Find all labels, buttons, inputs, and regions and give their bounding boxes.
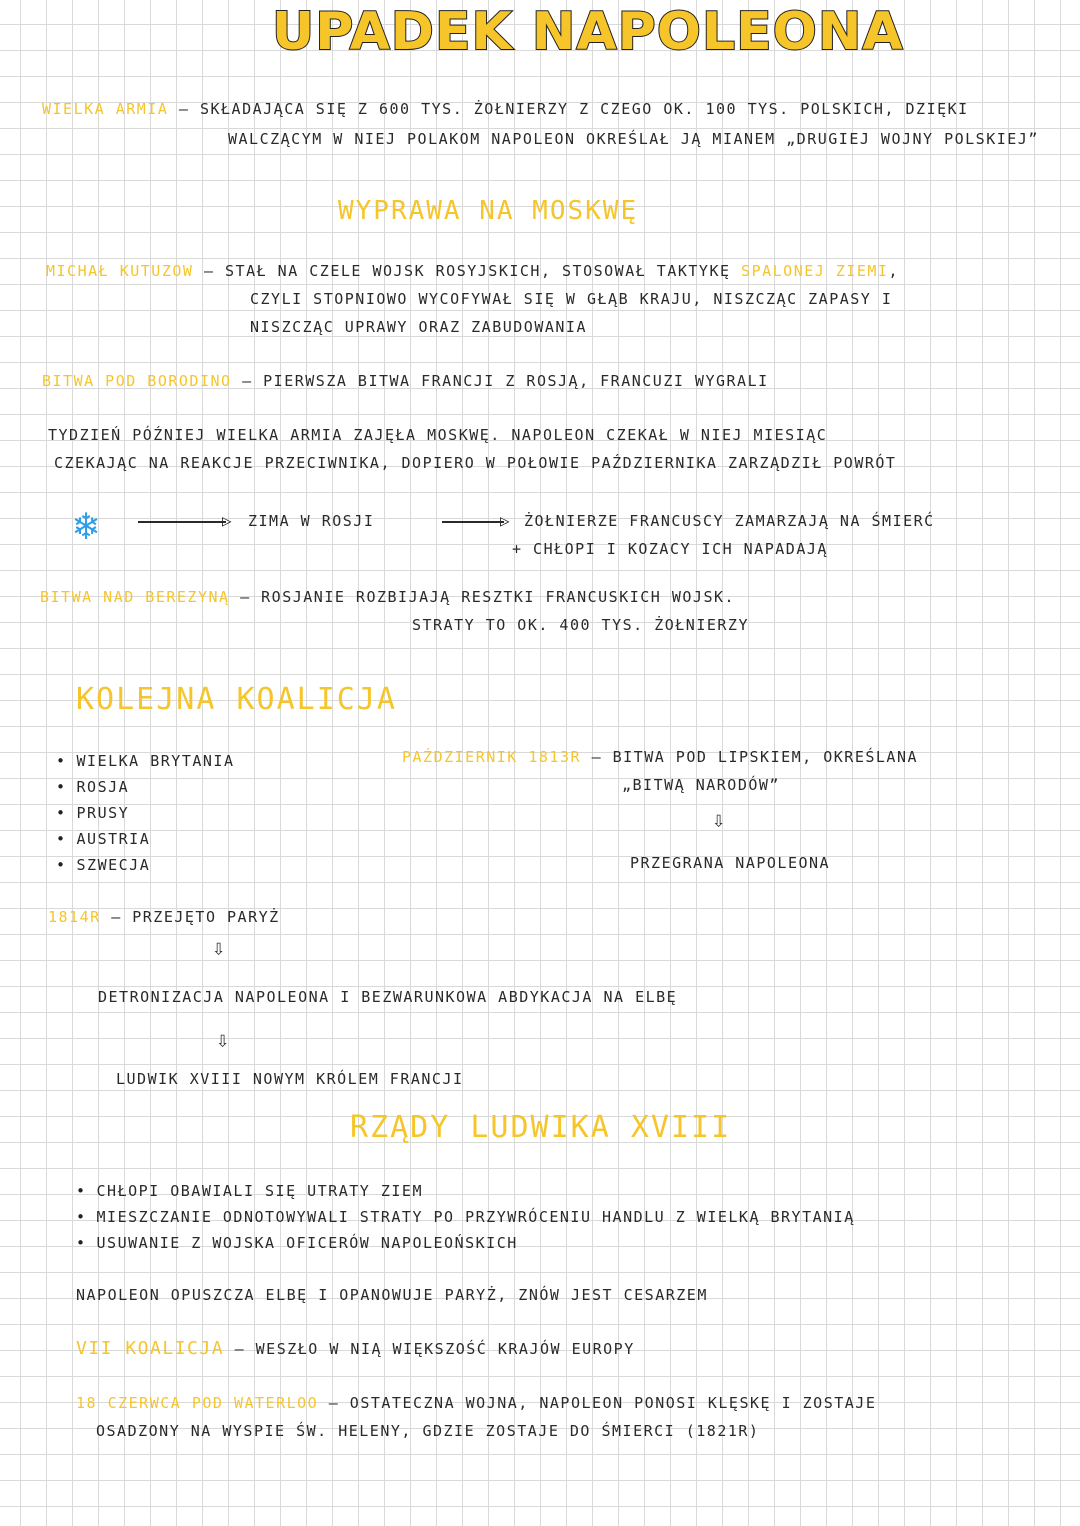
page-title: UPADEK NAPOLEONA bbox=[272, 2, 904, 62]
waterloo-text: – OSTATECZNA WOJNA, NAPOLEON PONOSI KLĘSKĘ I ZOSTAJE bbox=[328, 1394, 877, 1412]
arrow-down-icon: ⇩ bbox=[216, 1028, 230, 1053]
borodino-line bbox=[42, 372, 769, 390]
lipsk-result: PRZEGRANA NAPOLEONA bbox=[630, 854, 831, 872]
snowflake-icon: ❄ bbox=[74, 503, 99, 549]
detronizacja-text: DETRONIZACJA NAPOLEONA I BEZWARUNKOWA ABDYKACJA NA ELBĘ bbox=[98, 988, 678, 1006]
arrow-right-icon: ▷ bbox=[500, 511, 510, 530]
arrow-down-icon: ⇩ bbox=[212, 936, 226, 961]
kutuzow-line3: NISZCZĄC UPRAWY ORAZ ZABUDOWANIA bbox=[250, 318, 587, 336]
rzady-bullets bbox=[76, 1178, 855, 1256]
list-item: • CHŁOPI OBAWIALI SIĘ UTRATY ZIEM bbox=[76, 1178, 855, 1204]
straty-text: STRATY TO OK. 400 TYS. ŻOŁNIERZY bbox=[412, 616, 749, 634]
lipsk-date: PAŹDZIERNIK 1813R bbox=[402, 748, 582, 766]
tydzien-line2: CZEKAJĄC NA REAKCJE PRZECIWNIKA, DOPIERO W POŁOWIE PAŹDZIERNIKA ZARZĄDZIŁ POWRÓT bbox=[54, 454, 897, 472]
powrot-text: NAPOLEON OPUSZCZA ELBĘ I OPANOWUJE PARYŻ, ZNÓW JEST CESARZEM bbox=[76, 1286, 708, 1304]
list-item: • MIESZCZANIE ODNOTOWYWALI STRATY PO PRZYWRÓCENIU HANDLU Z WIELKĄ BRYTANIĄ bbox=[76, 1204, 855, 1230]
berezyna-line bbox=[40, 588, 735, 606]
lipsk-line bbox=[402, 748, 918, 766]
wielka-armia-definition: – SKŁADAJĄCA SIĘ Z 600 TYS. ŻOŁNIERZY Z CZEGO OK. 100 TYS. POLSKICH, DZIĘKI bbox=[178, 100, 969, 118]
kutuzow-term: MICHAŁ KUTUZOW bbox=[46, 262, 194, 280]
arrow-line-2 bbox=[442, 521, 504, 523]
tydzien-line1: TYDZIEŃ PÓŹNIEJ WIELKA ARMIA ZAJĘŁA MOSKWĘ. NAPOLEON CZEKAŁ W NIEJ MIESIĄC bbox=[48, 426, 828, 444]
koalicja-members-list bbox=[56, 748, 235, 878]
koalicja-heading: KOLEJNA KOALICJA bbox=[76, 682, 397, 717]
wielka-armia-term: WIELKA ARMIA bbox=[42, 100, 169, 118]
vii-koalicja-text: – WESZŁO W NIĄ WIĘKSZOŚĆ KRAJÓW EUROPY bbox=[234, 1340, 635, 1358]
waterloo-line1 bbox=[76, 1394, 876, 1412]
date-1814: 1814R bbox=[48, 908, 101, 926]
list-item: • ROSJA bbox=[56, 774, 235, 800]
wyprawa-heading: WYPRAWA NA MOSKWĘ bbox=[338, 196, 639, 226]
arrow-line-1 bbox=[138, 521, 226, 523]
paryz-text: – PRZEJĘTO PARYŻ bbox=[111, 908, 280, 926]
lipsk-text: – BITWA POD LIPSKIEM, OKREŚLANA bbox=[591, 748, 919, 766]
arrow-right-icon: ▷ bbox=[222, 511, 232, 530]
paryz-line bbox=[48, 908, 280, 926]
kutuzow-line1 bbox=[46, 262, 899, 280]
ludwik-text: LUDWIK XVIII NOWYM KRÓLEM FRANCJI bbox=[116, 1070, 464, 1088]
arrow-down-icon: ⇩ bbox=[712, 808, 726, 833]
list-item: • PRUSY bbox=[56, 800, 235, 826]
borodino-term: BITWA POD BORODINO bbox=[42, 372, 232, 390]
kutuzow-text-a: – STAŁ NA CZELE WOJSK ROSYJSKICH, STOSOWAŁ TAKTYKĘ bbox=[203, 262, 731, 280]
skutek-line2: + CHŁOPI I KOZACY ICH NAPADAJĄ bbox=[512, 540, 828, 558]
list-item: • USUWANIE Z WOJSKA OFICERÓW NAPOLEOŃSKICH bbox=[76, 1230, 855, 1256]
waterloo-term: 18 CZERWCA POD WATERLOO bbox=[76, 1394, 319, 1412]
kutuzow-text-b: , bbox=[888, 262, 900, 280]
vii-koalicja-term: VII KOALICJA bbox=[76, 1338, 225, 1359]
lipsk-name: „BITWĄ NARODÓW” bbox=[622, 776, 780, 794]
kutuzow-highlight: SPALONEJ ZIEMI bbox=[741, 262, 889, 280]
wielka-armia-line2: WALCZĄCYM W NIEJ POLAKOM NAPOLEON OKREŚLAŁ JĄ MIANEM „DRUGIEJ WOJNY POLSKIEJ” bbox=[228, 130, 1039, 148]
vii-koalicja-line bbox=[76, 1338, 635, 1359]
list-item: • WIELKA BRYTANIA bbox=[56, 748, 235, 774]
berezyna-text: – ROSJANIE ROZBIJAJĄ RESZTKI FRANCUSKICH WOJSK. bbox=[240, 588, 736, 606]
borodino-text: – PIERWSZA BITWA FRANCJI Z ROSJĄ, FRANCUZI WYGRALI bbox=[242, 372, 769, 390]
zima-text: ZIMA W ROSJI bbox=[248, 512, 375, 530]
kutuzow-line2: CZYLI STOPNIOWO WYCOFYWAŁ SIĘ W GŁĄB KRAJU, NISZCZĄC ZAPASY I bbox=[250, 290, 893, 308]
wielka-armia-line1 bbox=[42, 100, 969, 118]
rzady-heading: RZĄDY LUDWIKA XVIII bbox=[350, 1110, 732, 1145]
list-item: • AUSTRIA bbox=[56, 826, 235, 852]
berezyna-term: BITWA NAD BEREZYNĄ bbox=[40, 588, 230, 606]
list-item: • SZWECJA bbox=[56, 852, 235, 878]
waterloo-line2: OSADZONY NA WYSPIE ŚW. HELENY, GDZIE ZOSTAJE DO ŚMIERCI (1821R) bbox=[96, 1422, 760, 1440]
skutek-line1: ŻOŁNIERZE FRANCUSCY ZAMARZAJĄ NA ŚMIERĆ bbox=[524, 512, 935, 530]
